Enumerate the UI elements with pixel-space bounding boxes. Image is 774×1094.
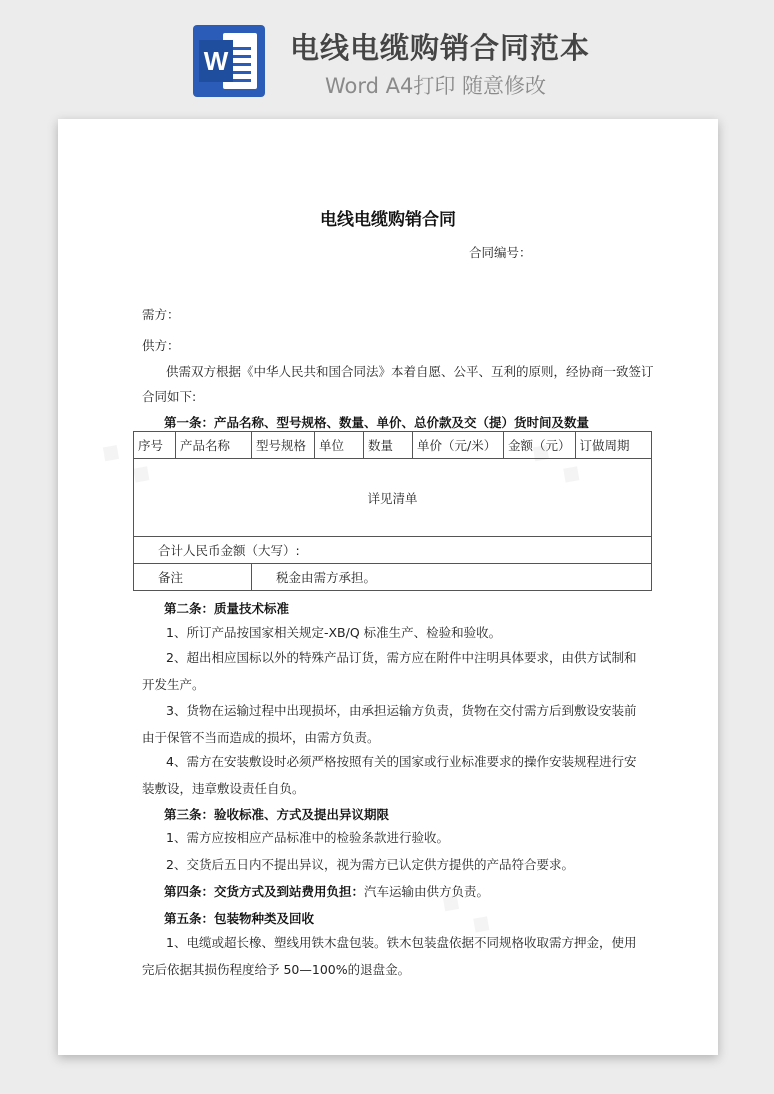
header-title: 电线电缆购销合同范本 [290, 31, 591, 65]
document-title: 电线电缆购销合同 [320, 210, 456, 230]
col-header: 订做周期 [575, 432, 651, 459]
detail-cell: 详见清单 [134, 459, 652, 537]
contract-number-label: 合同编号： [469, 245, 532, 260]
page-header [0, 0, 774, 110]
intro-line-2: 合同如下: [142, 389, 197, 404]
article-4-line [164, 882, 489, 900]
seller-label: 供方： [142, 338, 180, 353]
goods-table-detail-row [134, 459, 652, 537]
col-header: 序号 [134, 432, 176, 459]
remark-label-cell: 备注 [134, 564, 252, 591]
article-1-title: 第一条：产品名称、型号规格、数量、单价、总价款及交（提）货时间及数量 [164, 415, 590, 430]
buyer-label: 需方： [142, 307, 180, 322]
col-header: 数量 [364, 432, 413, 459]
article-5-item: 1、电缆或超长橡、塑线用铁木盘包装。铁木包装盘依据不同规格收取需方押金，使用完后依据其损伤程度给予 50—100%的退盘金。 [142, 935, 637, 977]
article-2-item: 3、货物在运输过程中出现损坏，由承担运输方负责，货物在交付需方后到敷设安装前由于保管不当而造成的损坏，由需方负责。 [142, 703, 637, 745]
document-page [58, 119, 718, 1055]
word-logo-letter: W [199, 40, 233, 82]
article-3-item: 2、交货后五日内不提出异议，视为需方已认定供方提供的产品符合要求。 [166, 857, 574, 872]
article-5-title: 第五条：包装物种类及回收 [164, 911, 315, 926]
goods-table-total-row [134, 537, 652, 564]
article-4-text: 汽车运输由供方负责。 [364, 884, 490, 899]
intro-line-1: 供需双方根据《中华人民共和国合同法》本着自愿、公平、互利的原则，经协商一致签订 [166, 364, 654, 379]
article-3-title: 第三条：验收标准、方式及提出异议期限 [164, 807, 390, 822]
article-2-item: 1、所订产品按国家相关规定-XB/Q 标准生产、检验和验收。 [166, 625, 502, 640]
remark-value-cell: 税金由需方承担。 [252, 564, 652, 591]
article-2-item: 2、超出相应国标以外的特殊产品订货，需方应在附件中注明具体要求，由供方试制和开发生产。 [142, 650, 637, 692]
col-header: 单位 [315, 432, 364, 459]
goods-table-header-row [134, 432, 652, 459]
word-logo-icon [193, 25, 265, 97]
header-subtitle: Word A4打印 随意修改 [325, 74, 547, 98]
article-2-item: 4、需方在安装敷设时必须严格按照有关的国家或行业标准要求的操作安装规程进行安装敷设，违章敷设责任自负。 [142, 754, 637, 796]
article-4-title: 第四条：交货方式及到站费用负担： [164, 884, 365, 899]
article-2-title: 第二条：质量技术标准 [164, 601, 290, 616]
goods-table [133, 431, 652, 591]
col-header: 金额（元） [504, 432, 576, 459]
col-header: 产品名称 [176, 432, 252, 459]
col-header: 型号规格 [252, 432, 315, 459]
goods-table-remark-row [134, 564, 652, 591]
total-amount-cell: 合计人民币金额（大写）: [134, 537, 652, 564]
col-header: 单价（元/米） [413, 432, 504, 459]
article-3-item: 1、需方应按相应产品标准中的检验条款进行验收。 [166, 830, 449, 845]
